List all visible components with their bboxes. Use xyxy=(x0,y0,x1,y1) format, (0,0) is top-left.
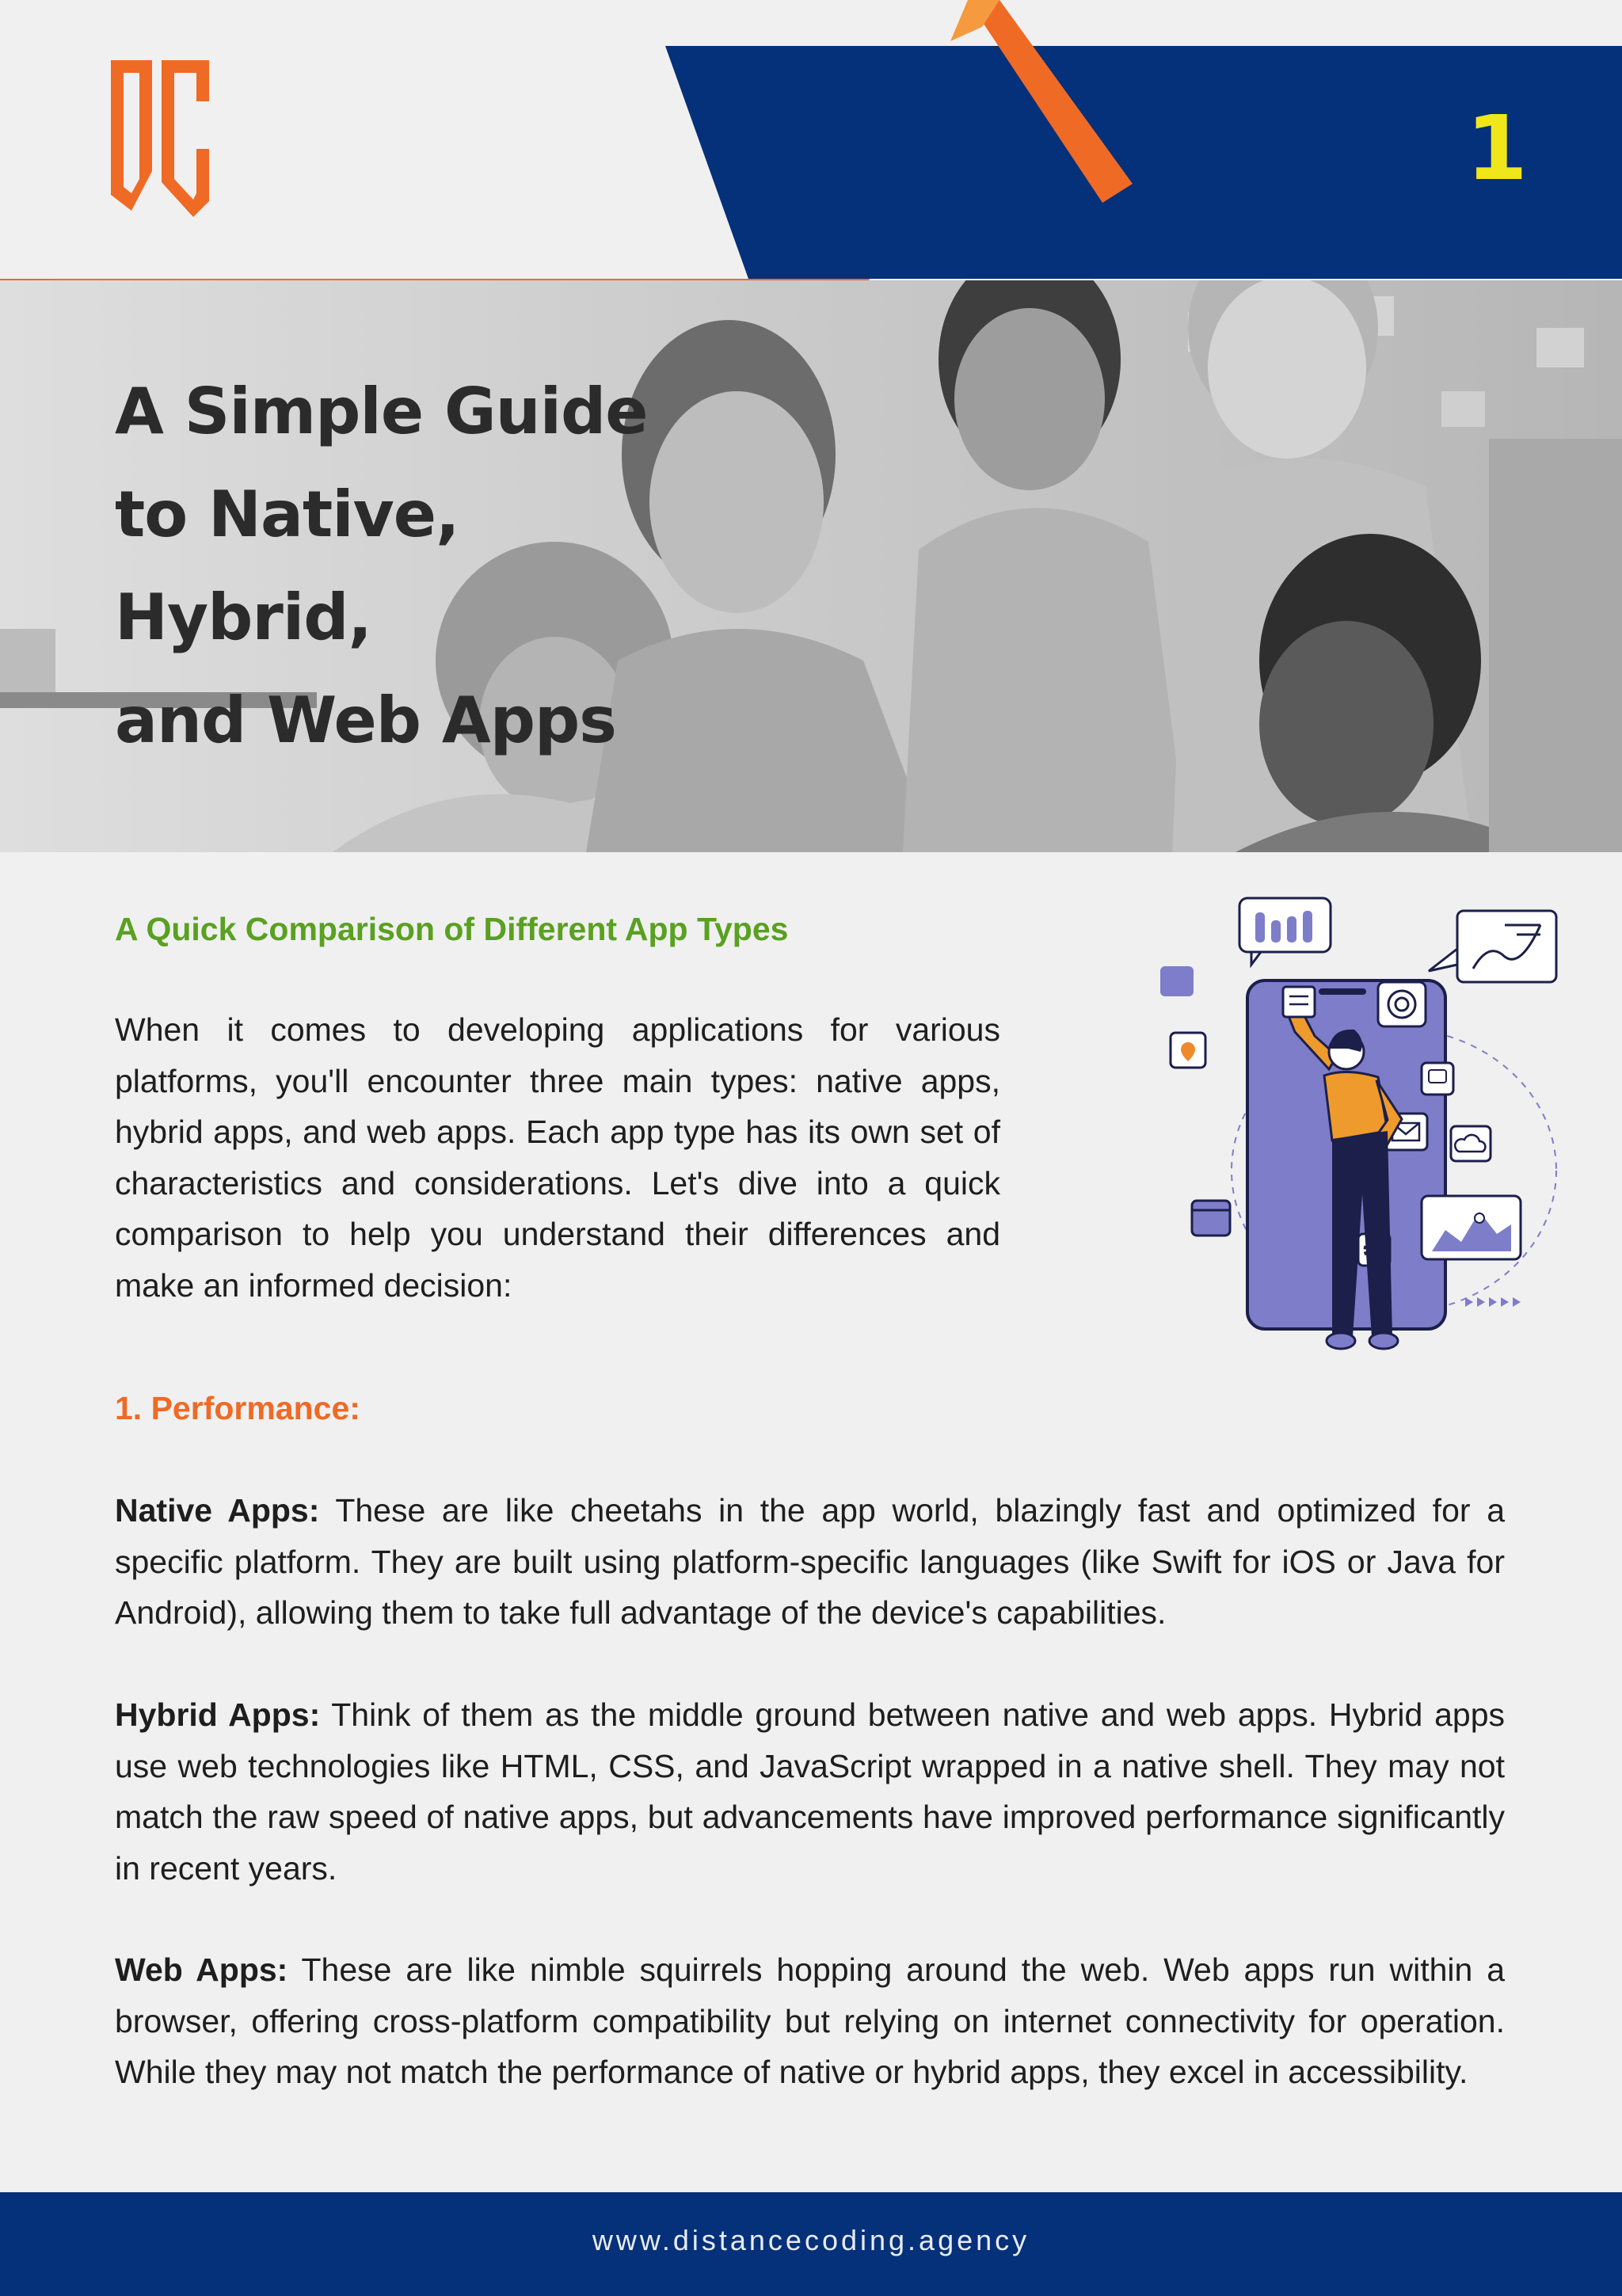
section-heading: A Quick Comparison of Different App Types xyxy=(115,911,789,947)
line-chart-icon xyxy=(1429,911,1556,982)
hybrid-apps-paragraph xyxy=(115,1689,1505,1894)
page-title-line: Hybrid, xyxy=(115,581,371,654)
footer-website-link[interactable]: www.distancecoding.agency xyxy=(592,2224,1030,2256)
location-pin-icon xyxy=(1171,1033,1205,1068)
native-apps-text: These are like cheetahs in the app world, blazingly fast and optimized for a specific platform. They are built using platform-specific languages (like Swift for iOS or Java for Android), allowing them to take full advantage of the device's capabilities. xyxy=(115,1492,1505,1631)
page-number: 1 xyxy=(1466,97,1528,200)
header-decoration xyxy=(0,0,1622,317)
hybrid-apps-text: Think of them as the middle ground between native and web apps. Hybrid apps use web technologies like HTML, CSS, and JavaScript wrapped in a native shell. They may not match the raw speed of native apps, but advancements have improved performance significantly in recent years. xyxy=(115,1696,1505,1887)
app-illustration xyxy=(1125,893,1576,1400)
bar-chart-icon xyxy=(1239,898,1331,965)
calendar-icon xyxy=(1192,1201,1230,1236)
web-apps-text: These are like nimble squirrels hopping around the web. Web apps run within a browser, offering cross-platform compatibility but relying on internet connectivity for operation. While they may not match the performance of native or hybrid apps, they excel in accessibility. xyxy=(115,1951,1506,2090)
area-chart-icon xyxy=(1422,1196,1521,1259)
web-apps-label: Web Apps: xyxy=(115,1951,288,1988)
cloud-icon xyxy=(1451,1126,1491,1161)
page-title-line: A Simple Guide xyxy=(115,375,648,448)
dc-logo-icon xyxy=(111,60,214,219)
page-title xyxy=(115,360,717,772)
chat-icon xyxy=(1422,1063,1453,1095)
web-apps-paragraph xyxy=(115,1944,1505,2098)
native-apps-paragraph xyxy=(115,1485,1505,1639)
hybrid-apps-label: Hybrid Apps: xyxy=(115,1696,321,1733)
page-title-line: and Web Apps xyxy=(115,683,616,757)
footer xyxy=(0,2192,1622,2296)
native-apps-label: Native Apps: xyxy=(115,1492,320,1529)
performance-heading: 1. Performance: xyxy=(115,1390,360,1426)
intro-paragraph: When it comes to developing applications for various platforms, you'll encounter three main types: native apps, hybrid apps, and web apps. Each app type has its own set of characteristics and considerations. Let's dive into a quick comparison to help you understand their differences and make an informed decision: xyxy=(115,1011,1000,1304)
target-icon xyxy=(1378,982,1426,1026)
page-title-line: to Native, xyxy=(115,478,459,551)
